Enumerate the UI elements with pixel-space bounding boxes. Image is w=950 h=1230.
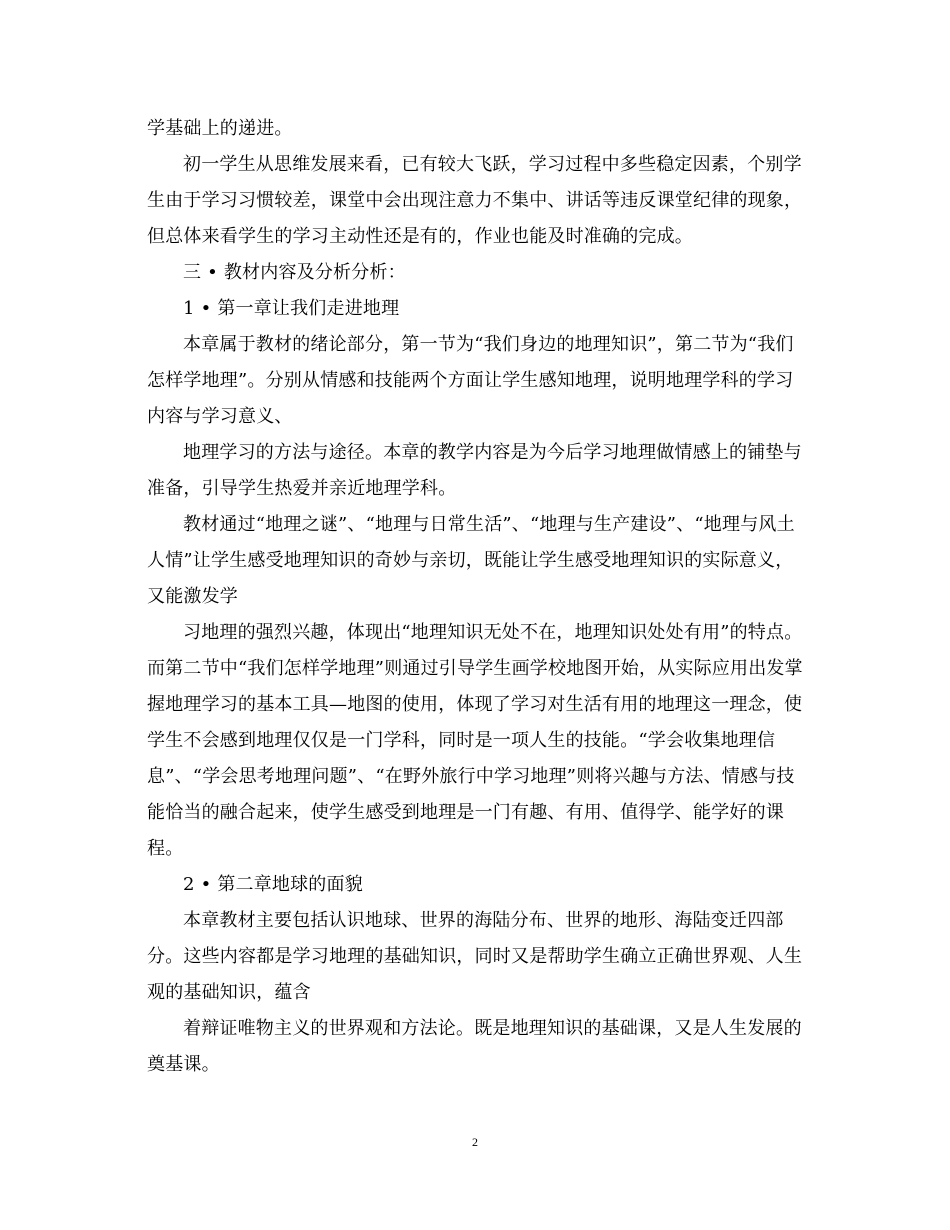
paragraph-student-analysis: 初一学生从思维发展来看，已有较大飞跃，学习过程中多些稳定因素，个别学生由于学习习惯较差，课堂中会出现注意力不集中、讲话等违反课堂纪律的现象，但总体来看学生的学习主动性还是有的，作业也能及时准确的完成。 <box>147 154 803 247</box>
chapter-heading-1: 1 • 第一章让我们走进地理 <box>183 298 400 319</box>
paragraph-chapter2-worldview: 着辩证唯物主义的世界观和方法论。既是地理知识的基础课，又是人生发展的奠基课。 <box>147 1018 802 1075</box>
page-number: 2 <box>472 1135 478 1149</box>
paragraph-continuation: 学基础上的递进。 <box>147 118 293 139</box>
page-body <box>147 111 807 1083</box>
paragraph-chapter1-content: 教材通过“地理之谜”、“地理与日常生活”、“地理与生产建设”、“地理与风土人情”让学生感受地理知识的奇妙与亲切，既能让学生感受地理知识的实际意义，又能激发学 <box>147 514 795 607</box>
section-heading-textbook-analysis: 三 • 教材内容及分析分析： <box>183 262 406 283</box>
paragraph-chapter1-interest: 习地理的强烈兴趣，体现出“地理知识无处不在，地理知识处处有用”的特点。而第二节中“我们怎样学地理”则通过引导学生画学校地图开始，从实际应用出发掌握地理学习的基本工具—地图的使用，体现了学习对生活有用的地理这一理念，使学生不会感到地理仅仅是一门学科，同时是一项人生的技能。“学会收集地理信息”、“学会思考地理问题”、“在野外旅行中学习地理”则将兴趣与方法、情感与技能恰当的融合起来，使学生感受到地理是一门有趣、有用、值得学、能学好的课程。 <box>147 622 803 859</box>
paragraph-chapter2-intro: 本章教材主要包括认识地球、世界的海陆分布、世界的地形、海陆变迁四部分。这些内容都是学习地理的基础知识，同时又是帮助学生确立正确世界观、人生观的基础知识，蕴含 <box>147 910 803 1003</box>
chapter-heading-2: 2 • 第二章地球的面貌 <box>183 874 363 895</box>
paragraph-chapter1-methods: 地理学习的方法与途径。本章的教学内容是为今后学习地理做情感上的铺垫与准备，引导学生热爱并亲近地理学科。 <box>147 442 802 499</box>
paragraph-chapter1-intro: 本章属于教材的绪论部分，第一节为“我们身边的地理知识”，第二节为“我们怎样学地理”。分别从情感和技能两个方面让学生感知地理，说明地理学科的学习内容与学习意义、 <box>147 334 794 427</box>
